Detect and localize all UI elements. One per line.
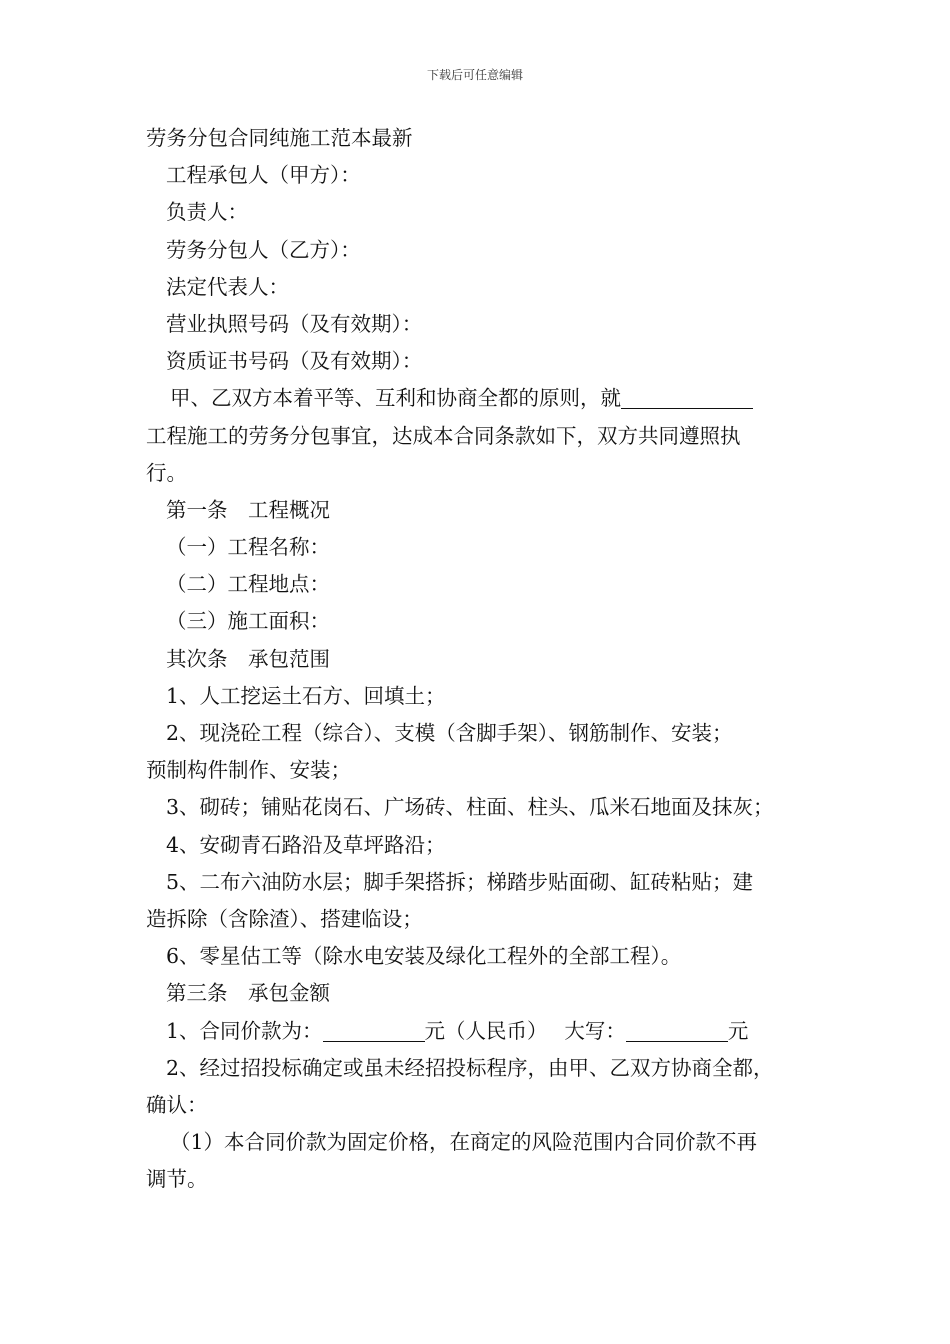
- party-a-field: 工程承包人（甲方）：: [166, 163, 361, 188]
- article-3-item-2: 2、经过招投标确定或虽未经招投标程序，由甲、乙双方协商全都，: [166, 1055, 774, 1080]
- article-2-heading: 其次条 承包范围: [166, 646, 330, 671]
- article-3-item-1: [146, 1013, 826, 1050]
- responsible-person-field: 负责人：: [166, 200, 248, 225]
- qualification-certificate-field: 资质证书号码（及有效期）：: [166, 349, 423, 374]
- article-2-item-2-continued: 预制构件制作、安装；: [146, 758, 351, 783]
- article-3-heading: 第三条 承包金额: [166, 981, 330, 1006]
- project-name-blank: [621, 388, 753, 409]
- contract-price-label: 1、合同价款为：: [166, 1018, 323, 1043]
- intro-paragraph-line-2: 工程施工的劳务分包事宜，达成本合同条款如下，双方共同遵照执: [146, 423, 741, 448]
- document-body: [146, 120, 826, 1198]
- article-3-item-2-sub-1-continued: 调节。: [146, 1167, 208, 1192]
- business-license-field: 营业执照号码（及有效期）：: [166, 311, 423, 336]
- article-3-item-2-continued: 确认：: [146, 1092, 208, 1117]
- article-3-item-2-sub-1: （1）本合同价款为固定价格，在商定的风险范围内合同价款不再: [170, 1130, 758, 1155]
- intro-text: 甲、乙双方本着平等、互利和协商全都的原则，就: [170, 386, 621, 411]
- contract-price-words-unit: 元: [727, 1018, 749, 1043]
- article-2-item-4: 4、安砌青石路沿及草坪路沿；: [166, 832, 446, 857]
- contract-price-unit-label: 元（人民币） 大写：: [424, 1018, 626, 1043]
- article-1-item-1: （一）工程名称：: [166, 535, 330, 560]
- article-2-item-5-continued: 造拆除（含除渣）、搭建临设；: [146, 906, 423, 931]
- article-2-item-3: 3、砌砖；铺贴花岗石、广场砖、柱面、柱头、瓜米石地面及抹灰；: [166, 795, 774, 820]
- page-header-note: 下载后可任意编辑: [426, 68, 523, 82]
- intro-paragraph-line-3: 行。: [146, 460, 187, 485]
- intro-paragraph-line-1: [146, 380, 826, 417]
- article-2-item-2: 2、现浇砼工程（综合）、支模（含脚手架）、钢筋制作、安装；: [166, 721, 733, 745]
- article-2-item-5: 5、二布六油防水层；脚手架搭拆；梯踏步贴面砌、缸砖粘贴；建: [166, 869, 754, 894]
- legal-representative-field: 法定代表人：: [166, 274, 289, 299]
- article-1-heading: 第一条 工程概况: [166, 497, 330, 522]
- contract-price-words-blank: [626, 1021, 728, 1042]
- article-1-item-3: （三）施工面积：: [166, 609, 330, 634]
- contract-price-blank: [323, 1021, 425, 1042]
- party-b-field: 劳务分包人（乙方）：: [166, 237, 361, 262]
- article-2-item-6: 6、零星估工等（除水电安装及绿化工程外的全部工程）。: [166, 944, 682, 969]
- article-2-item-1: 1、人工挖运土石方、回填土；: [166, 683, 446, 708]
- article-1-item-2: （二）工程地点：: [166, 572, 330, 597]
- document-title: 劳务分包合同纯施工范本最新: [146, 126, 413, 150]
